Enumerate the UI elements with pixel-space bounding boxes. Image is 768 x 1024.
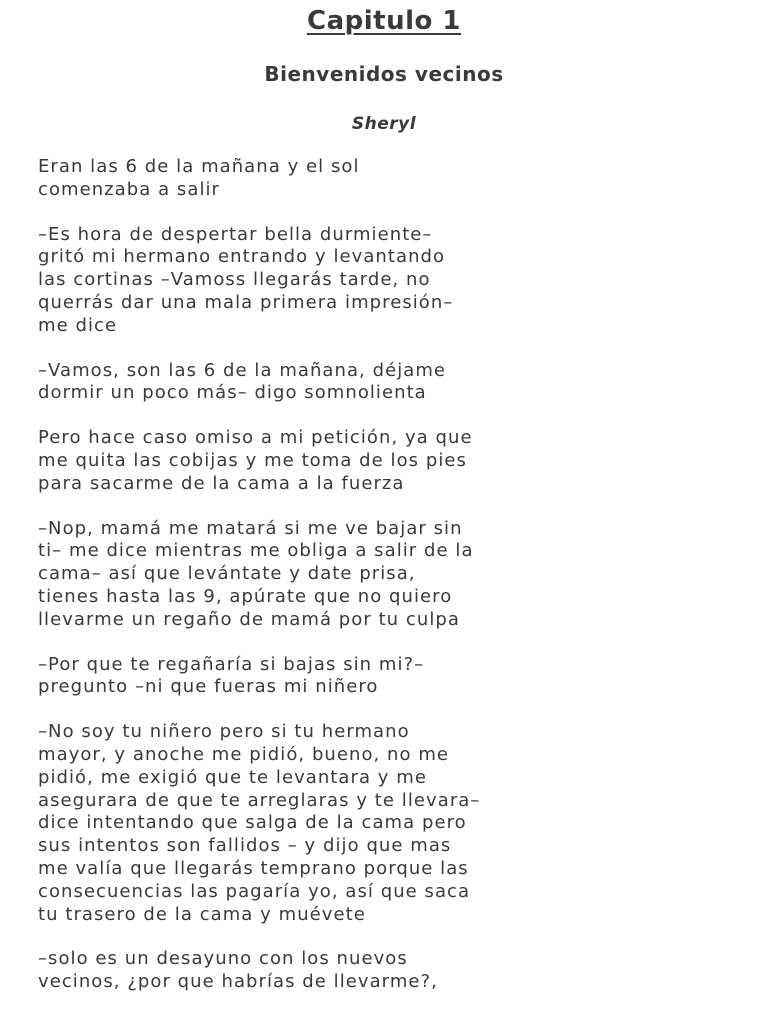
story-body bbox=[38, 156, 738, 1016]
paragraph: –Es hora de despertar bella durmiente– gritó mi hermano entrando y levantando las cortinas –Vamoss llegarás tarde, no querrás dar una mala primera impresión– me dice bbox=[38, 223, 454, 336]
chapter-title: Capitulo 1 bbox=[306, 6, 461, 36]
paragraph: Eran las 6 de la mañana y el sol comenzaba a salir bbox=[38, 156, 360, 200]
paragraph: –solo es un desayuno con los nuevos vecinos, ¿por que habrías de llevarme?, bbox=[38, 948, 438, 993]
author-name: Sheryl bbox=[351, 114, 417, 134]
paragraph: –No soy tu niñero pero si tu hermano mayor, y anoche me pidió, bueno, no me pidió, me exigió que te levantara y me asegurara de que te arreglaras y te llevara– dice intentando que salga de la cama pero sus intentos son fallidos – y dijo que mas me valía que llegarás temprano porque las consecuencias las pagaría yo, así que saca tu trasero de la cama y muévete bbox=[38, 721, 481, 925]
paragraph: –Vamos, son las 6 de la mañana, déjame dormir un poco más– digo somnolienta bbox=[38, 359, 447, 404]
paragraph: Pero hace caso omiso a mi petición, ya que me quita las cobijas y me toma de los pies para sacarme de la cama a la fuerza bbox=[38, 427, 473, 494]
chapter-subtitle: Bienvenidos vecinos bbox=[264, 62, 504, 86]
paragraph: –Nop, mamá me matará si me ve bajar sin ti– me dice mientras me obliga a salir de la cama– así que levántate y date prisa, tienes hasta las 9, apúrate que no quiero llevarme un regaño de mamá por tu culpa bbox=[38, 517, 474, 630]
paragraph: –Por que te regañaría si bajas sin mi?– pregunto –ni que fueras mi niñero bbox=[38, 653, 425, 698]
